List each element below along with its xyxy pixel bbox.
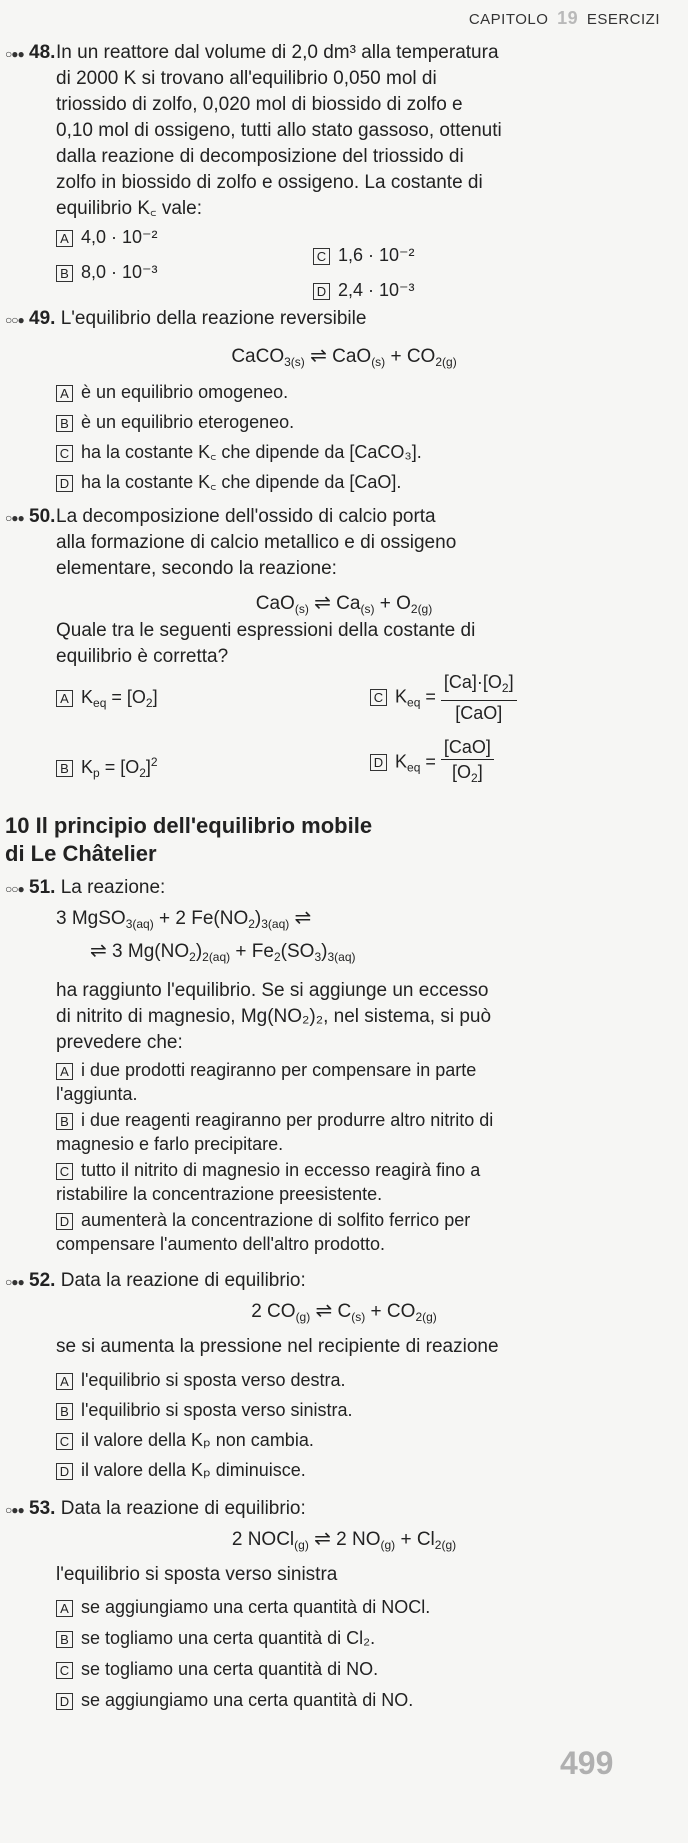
page-number: 499 <box>560 1745 614 1781</box>
option-53-a[interactable]: A se aggiungiamo una certa quantità di NOCl. <box>56 1595 430 1619</box>
option-52-d[interactable]: D il valore della Kₚ diminuisce. <box>56 1458 306 1482</box>
question-52: ○●● 52. Data la reazione di equilibrio: <box>5 1270 306 1291</box>
question-53: ○●● 53. Data la reazione di equilibrio: <box>5 1498 306 1519</box>
equation-53: 2 NOCl$_{(g)}$ ⇌ 2 $NO_{(g)} + Cl_{2(g)}$ <box>231 1528 457 1552</box>
question-53-text: l'equilibrio si sposta verso sinistra <box>56 1564 338 1585</box>
option-50-c[interactable]: C $K_{eq}$ = $\frac{[Ca]\cdot[O_2]}{\text{[CaO]}}$ <box>370 670 517 725</box>
option-letter-icon: C <box>56 1662 73 1679</box>
difficulty-dots-icon: ○○● <box>5 313 24 327</box>
equation-51-line2: ⇌ 3 $Mg(NO_2)_{2(aq)} + Fe_2(SO_3)_{3(aq)}$ <box>90 940 356 964</box>
option-letter-icon: A <box>56 1063 73 1080</box>
section-title: 10 Il principio dell'equilibrio mobile di Le Châtelier <box>5 813 373 866</box>
option-letter-icon: A <box>56 1600 73 1617</box>
equation-49: CaCO$_{3(s)}$ ⇌ $CaO_{(s)} + CO_{2(g)}$ <box>231 345 457 369</box>
option-letter-icon: D <box>56 475 73 492</box>
difficulty-dots-icon: ○○● <box>5 882 24 896</box>
option-53-b[interactable]: B se togliamo una certa quantità di Cl₂. <box>56 1626 375 1650</box>
option-48-d[interactable]: D 2,4 · 10⁻³ <box>313 278 415 302</box>
question-number: 48. <box>29 42 56 63</box>
option-letter-icon: B <box>56 760 73 777</box>
difficulty-dots-icon: ○●● <box>5 1503 24 1517</box>
option-letter-icon: B <box>56 1403 73 1420</box>
question-50: ○●● 50. <box>5 506 56 527</box>
difficulty-dots-icon: ○●● <box>5 47 24 61</box>
option-letter-icon: C <box>56 1163 73 1180</box>
option-letter-icon: A <box>56 385 73 402</box>
question-52-text: se si aumenta la pressione nel recipiente di reazione <box>56 1336 499 1357</box>
question-50-text: La decomposizione dell'ossido di calcio porta alla formazione di calcio metallico e di ossigeno elementare, secondo la reazione: <box>56 506 457 579</box>
option-letter-icon: D <box>56 1213 73 1230</box>
question-51: ○○● 51. La reazione: <box>5 877 166 898</box>
option-letter-icon: C <box>313 248 330 265</box>
option-letter-icon: C <box>56 1433 73 1450</box>
difficulty-dots-icon: ○●● <box>5 1275 24 1289</box>
question-49: ○○● 49. L'equilibrio della reazione reversibile <box>5 308 367 329</box>
option-53-d[interactable]: D se aggiungiamo una certa quantità di NO. <box>56 1688 413 1712</box>
page-header <box>0 8 660 29</box>
difficulty-dots-icon: ○●● <box>5 511 24 525</box>
section-label: ESERCIZI <box>586 11 660 28</box>
option-52-b[interactable]: B l'equilibrio si sposta verso sinistra. <box>56 1398 353 1422</box>
option-50-a[interactable]: A $K_{eq} = [O_2]$ <box>56 685 158 715</box>
chapter-number: 19 <box>557 8 579 28</box>
equation-51-line1: 3 MgSO$_{3(aq)}$ + 2 $Fe(NO_2)_{3(aq)}$ ⇌ <box>56 907 312 931</box>
option-48-c[interactable]: C 1,6 · 10⁻² <box>313 243 415 267</box>
option-49-d[interactable]: D ha la costante K꜀ che dipende da [CaO]. <box>56 470 401 494</box>
option-letter-icon: A <box>56 1373 73 1390</box>
option-49-c[interactable]: C ha la costante K꜀ che dipende da [CaCO₃]. <box>56 440 422 464</box>
option-50-d[interactable]: D $K_{eq}$ = $\frac{\text{[CaO]}}{[O_2]}$ <box>370 735 494 790</box>
option-letter-icon: B <box>56 265 73 282</box>
option-52-c[interactable]: C il valore della Kₚ non cambia. <box>56 1428 314 1452</box>
option-51-c[interactable]: C tutto il nitrito di magnesio in eccesso reagirà fino a ristabilire la concentrazione preesistente. <box>56 1160 481 1204</box>
option-letter-icon: D <box>313 283 330 300</box>
equation-52: 2 $CO_{(g)}$ ⇌ $C_{(s)} + CO_{2(g)}$ <box>251 1300 437 1324</box>
option-letter-icon: B <box>56 1113 73 1130</box>
option-letter-icon: A <box>56 230 73 247</box>
option-48-a[interactable]: A 4,0 · 10⁻² <box>56 225 158 249</box>
question-48-text: In un reattore dal volume di 2,0 dm³ alla temperatura di 2000 K si trovano all'equilibrio 0,050 mol di triossido di zolfo, 0,020 mol di biossido di zolfo e 0,10 mol di ossigeno, tutti allo stato gassoso, ottenuti dalla reazione di decomposizione del triossido di zolfo in biossido di zolfo e ossigeno. La costante di equilibrio K꜀ vale: <box>56 42 502 219</box>
option-letter-icon: D <box>370 754 387 771</box>
option-letter-icon: B <box>56 415 73 432</box>
option-53-c[interactable]: C se togliamo una certa quantità di NO. <box>56 1657 378 1681</box>
option-letter-icon: C <box>56 445 73 462</box>
option-52-a[interactable]: A l'equilibrio si sposta verso destra. <box>56 1368 346 1392</box>
option-letter-icon: A <box>56 690 73 707</box>
option-48-b[interactable]: B 8,0 · 10⁻³ <box>56 260 158 284</box>
option-49-b[interactable]: B è un equilibrio eterogeneo. <box>56 410 294 434</box>
option-51-d[interactable]: D aumenterà la concentrazione di solfito ferrico per compensare l'aumento dell'altro prodotto. <box>56 1210 471 1254</box>
question-51-text: ha raggiunto l'equilibrio. Se si aggiunge un eccesso di nitrito di magnesio, Mg(NO₂)₂, nel sistema, si può prevedere che: <box>56 980 492 1053</box>
option-49-a[interactable]: A è un equilibrio omogeneo. <box>56 380 288 404</box>
option-letter-icon: D <box>56 1693 73 1710</box>
option-51-a[interactable]: A i due prodotti reagiranno per compensare in parte l'aggiunta. <box>56 1060 477 1104</box>
option-50-b[interactable]: B $K_p = [O_2]^2$ <box>56 750 158 785</box>
option-letter-icon: D <box>56 1463 73 1480</box>
question-48 <box>5 40 55 67</box>
option-letter-icon: C <box>370 689 387 706</box>
option-letter-icon: B <box>56 1631 73 1648</box>
option-51-b[interactable]: B i due reagenti reagiranno per produrre altro nitrito di magnesio e farlo precipitare. <box>56 1110 494 1154</box>
chapter-label: CAPITOLO <box>468 11 549 28</box>
question-50-prompt: Quale tra le seguenti espressioni della costante di equilibrio è corretta? <box>56 620 476 667</box>
equation-50: CaO$_{(s)}$ ⇌ $Ca_{(s)} + O_{2(g)}$ <box>255 592 433 616</box>
